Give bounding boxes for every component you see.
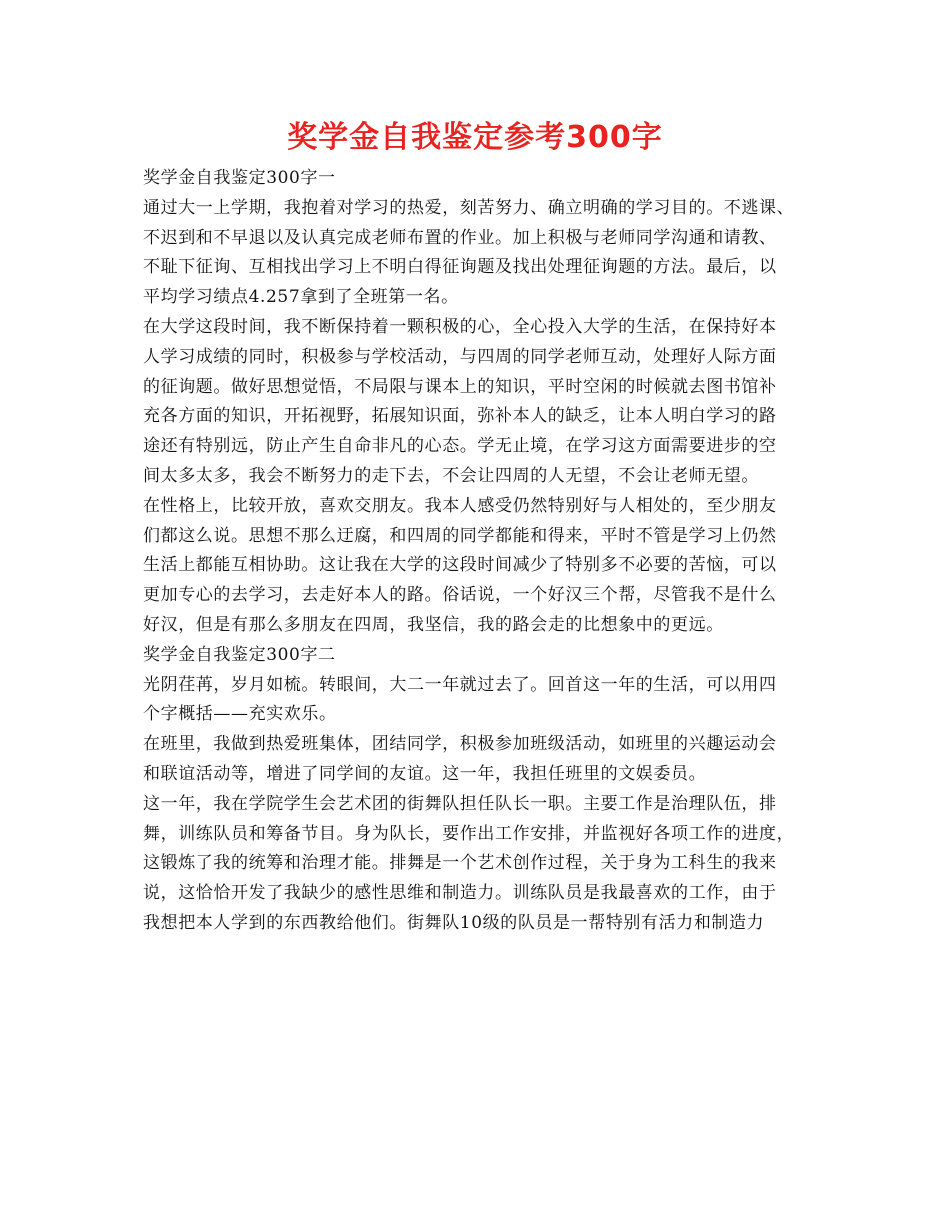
document-body [143, 164, 823, 939]
text-line: 充各方面的知识，开拓视野，拓展知识面，弥补本人的缺乏，让本人明白学习的路 [143, 406, 777, 427]
document-title: 奖学金自我鉴定参考300字 [287, 120, 663, 155]
text-line: 个字概括——充实欢乐。 [143, 704, 337, 725]
text-line: 的征询题。做好思想觉悟，不局限与课本上的知识，平时空闲的时候就去图书馆补 [143, 376, 777, 397]
text-line: 通过大一上学期，我抱着对学习的热爱，刻苦努力、确立明确的学习目的。不逃课、 [143, 197, 795, 218]
text-line: 和联谊活动等，增进了同学间的友谊。这一年，我担任班里的文娱委员。 [143, 763, 707, 784]
text-line: 平均学习绩点4.257拿到了全班第一名。 [143, 287, 459, 308]
text-line: 间太多太多，我会不断努力的走下去，不会让四周的人无望，不会让老师无望。 [143, 465, 759, 486]
text-line: 舞，训练队员和筹备节目。身为队长，要作出工作安排，并监视好各项工作的进度， [143, 823, 795, 844]
text-line: 在大学这段时间，我不断保持着一颗积极的心，全心投入大学的生活，在保持好本 [143, 316, 777, 337]
section-heading: 奖学金自我鉴定300字一 [143, 168, 336, 188]
text-line: 途还有特别远，防止产生自命非凡的心态。学无止境，在学习这方面需要进步的空 [143, 436, 777, 457]
text-line: 不耻下征询、互相找出学习上不明白得征询题及找出处理征询题的方法。最后，以 [143, 257, 777, 278]
text-line: 生活上都能互相协助。这让我在大学的这段时间减少了特别多不必要的苦恼，可以 [143, 555, 777, 576]
text-line: 光阴荏苒，岁月如梳。转眼间，大二一年就过去了。回首这一年的生活，可以用四 [143, 674, 777, 695]
text-line: 这锻炼了我的统筹和治理才能。排舞是一个艺术创作过程，关于身为工科生的我来 [143, 853, 777, 874]
text-line: 们都这么说。思想不那么迂腐，和四周的同学都能和得来，平时不管是学习上仍然 [143, 525, 777, 546]
text-line: 在性格上，比较开放，喜欢交朋友。我本人感受仍然特别好与人相处的，至少朋友 [143, 495, 777, 516]
text-line: 说，这恰恰开发了我缺少的感性思维和制造力。训练队员是我最喜欢的工作，由于 [143, 883, 777, 904]
section-heading: 奖学金自我鉴定300字二 [143, 644, 336, 665]
text-line: 人学习成绩的同时，积极参与学校活动，与四周的同学老师互动，处理好人际方面 [143, 346, 777, 367]
text-line: 不迟到和不早退以及认真完成老师布置的作业。加上积极与老师同学沟通和请教、 [143, 227, 777, 248]
text-line: 我想把本人学到的东西教给他们。街舞队10级的队员是一帮特别有活力和制造力 [143, 912, 765, 933]
text-line: 好汉，但是有那么多朋友在四周，我坚信，我的路会走的比想象中的更远。 [143, 614, 724, 635]
text-line: 在班里，我做到热爱班集体，团结同学，积极参加班级活动，如班里的兴趣运动会 [143, 734, 777, 755]
text-line: 更加专心的去学习，去走好本人的路。俗话说，一个好汉三个帮，尽管我不是什么 [143, 585, 777, 606]
text-line: 这一年，我在学院学生会艺术团的街舞队担任队长一职。主要工作是治理队伍，排 [143, 793, 777, 814]
